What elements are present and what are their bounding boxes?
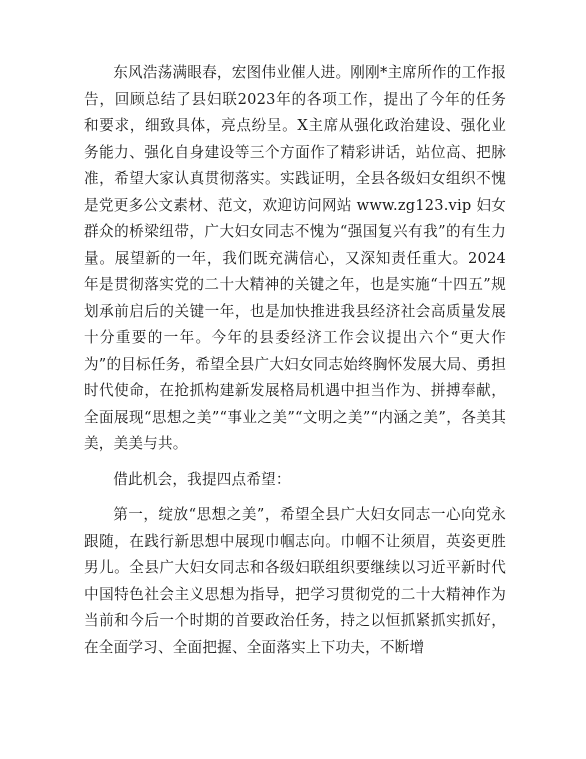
document-body [84,60,506,661]
paragraph-opening: 东风浩荡满眼春，宏图伟业催人进。刚刚*主席所作的工作报告，回顾总结了县妇联2023年的各项工作，提出了今年的任务和要求，细致具体，亮点纷呈。X主席从强化政治建设、强化业务能力、强化自身建设等三个方面作了精彩讲话，站位高、把脉准，希望大家认真贯彻落实。实践证明，全县各级妇女组织不愧是党更多公文素材、范文，欢迎访问网站 www.zg123.vip 妇女群众的桥梁纽带，广大妇女同志不愧为“强国复兴有我”的有生力量。展望新的一年，我们既充满信心，又深知责任重大。2024年是贯彻落实党的二十大精神的关键之年，也是实施“十四五”规划承前启后的关键一年，也是加快推进我县经济社会高质量发展十分重要的一年。今年的县委经济工作会议提出六个“更大作为”的目标任务，希望全县广大妇女同志始终胸怀发展大局、勇担时代使命，在抢抓构建新发展格局机遇中担当作为、拼搏奉献，全面展现“思想之美”“事业之美”“文明之美”“内涵之美”，各美其美，美美与共。 [84,64,506,452]
paragraph-transition: 借此机会，我提四点希望： [113,470,291,488]
paragraph-first-hope: 第一，绽放“思想之美”，希望全县广大妇女同志一心向党永跟随，在践行新思想中展现巾帼志向。巾帼不让须眉，英姿更胜男儿。全县广大妇女同志和各级妇联组织要继续以习近平新时代中国特色社会主义思想为指导，把学习贯彻党的二十大精神作为当前和今后一个时期的首要政治任务，持之以恒抓紧抓实抓好，在全面学习、全面把握、全面落实上下功夫，不断增 [84,506,506,656]
